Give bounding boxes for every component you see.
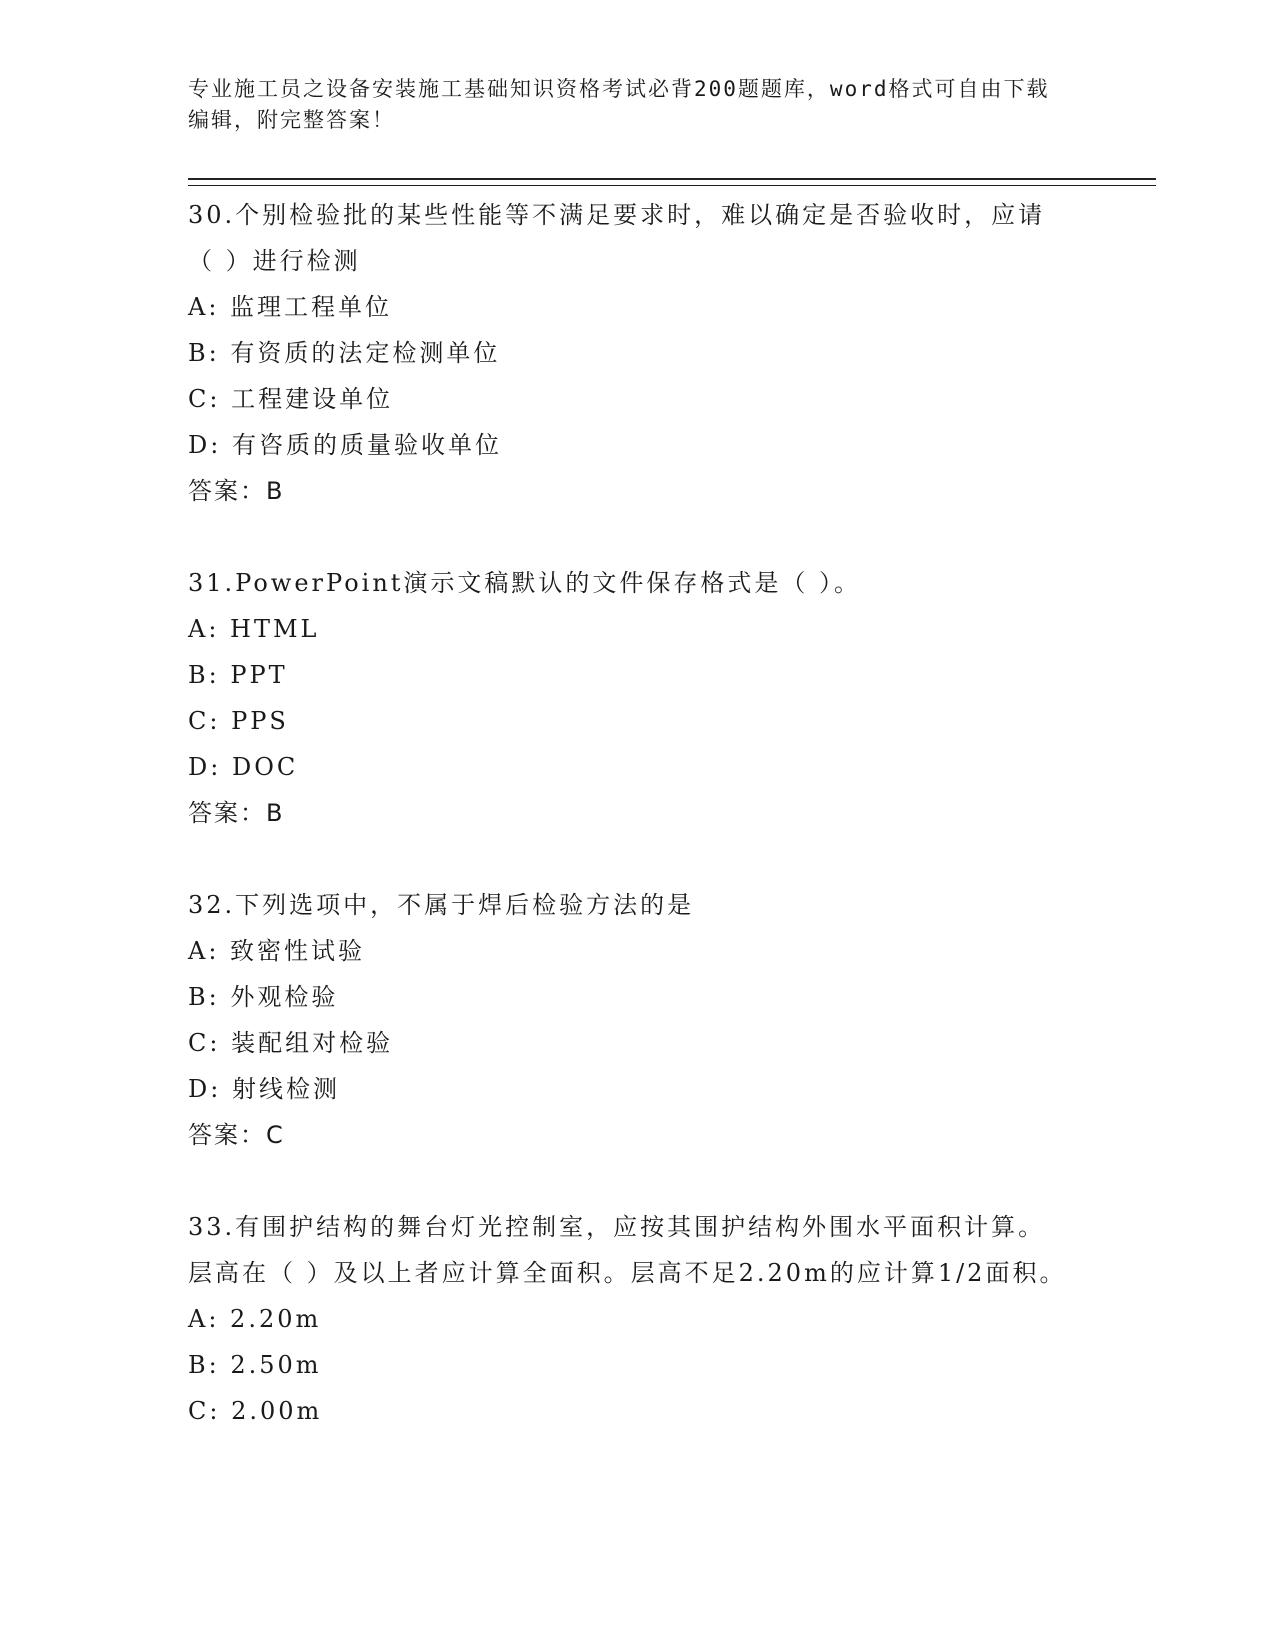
option-d: D: DOC (188, 753, 299, 781)
answer-line: 答案：B (188, 477, 285, 505)
option-b: B: 有资质的法定检测单位 (188, 339, 501, 367)
option-a: A: 致密性试验 (188, 937, 366, 965)
question-32 (188, 882, 1156, 1158)
option-b: B: 2.50m (188, 1351, 322, 1379)
question-list (188, 192, 1156, 1480)
header-divider (188, 178, 1156, 186)
answer-line: 答案：B (188, 799, 285, 827)
answer-line: 答案：C (188, 1121, 285, 1149)
option-c: C: 2.00m (188, 1397, 323, 1425)
question-33 (188, 1204, 1156, 1434)
option-c: C: PPS (188, 707, 289, 735)
option-d: D: 射线检测 (188, 1075, 340, 1103)
question-title: 31.PowerPoint演示文稿默认的文件保存格式是（ ）。 (188, 569, 862, 597)
option-a: A: HTML (188, 615, 320, 643)
question-30 (188, 192, 1156, 514)
option-a: A: 监理工程单位 (188, 293, 393, 321)
option-c: C: 工程建设单位 (188, 385, 394, 413)
option-b: B: 外观检验 (188, 983, 339, 1011)
question-title: 32.下列选项中，不属于焊后检验方法的是 (188, 891, 695, 919)
option-b: B: PPT (188, 661, 288, 689)
question-title: 33.有围护结构的舞台灯光控制室，应按其围护结构外围水平面积计算。层高在（ ）及以上者应计算全面积。层高不足2.20m的应计算1/2面积。 (188, 1213, 1067, 1287)
question-title: 30.个别检验批的某些性能等不满足要求时，难以确定是否验收时，应请（ ）进行检测 (188, 201, 1046, 275)
question-31 (188, 560, 1156, 836)
document-header: 专业施工员之设备安装施工基础知识资格考试必背200题题库，word格式可自由下载编辑，附完整答案！ (188, 77, 1050, 132)
option-c: C: 装配组对检验 (188, 1029, 394, 1057)
option-a: A: 2.20m (188, 1305, 322, 1333)
option-d: D: 有咨质的质量验收单位 (188, 431, 502, 459)
